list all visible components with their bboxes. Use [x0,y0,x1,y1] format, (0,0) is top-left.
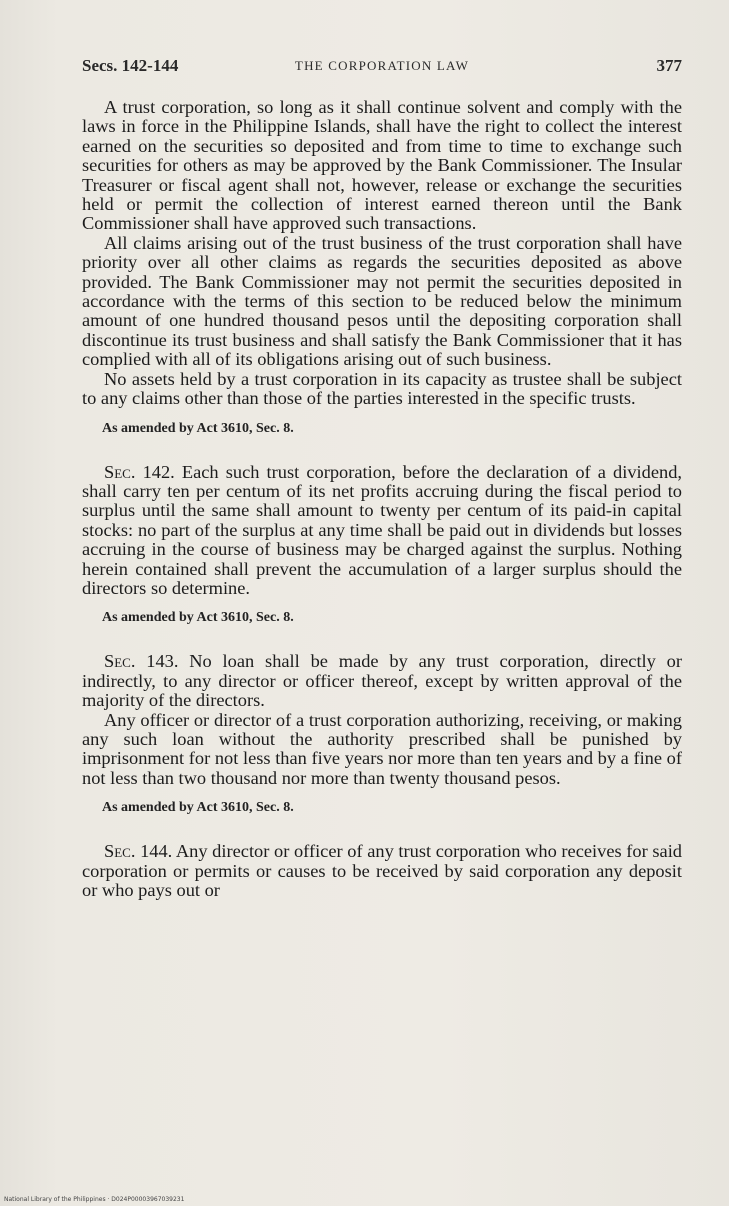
amendment-note-2: As amended by Act 3610, Sec. 8. [102,610,294,626]
section-143 [82,652,682,710]
paragraph-3: No assets held by a trust corporation in its capacity as trustee shall be subject to any claims other than those of the parties interested in the specific trusts. [82,368,682,409]
scan-footer: National Library of the Philippines · D024P00003967039231 [4,1196,185,1203]
page-header [82,56,682,80]
section-label: Sec. [104,651,136,672]
section-142-text: 142. Each such trust corporation, before the declaration of a dividend, shall carry ten per centum of its net profits accruing during the fiscal period to surplus until the same shall amount to twenty per centum of its paid-in capital stocks: no part of the surplus at any time shall be paid out in dividends but losses accruing in the course of business may be charged against the surplus. Nothing herein contained shall prevent the accumulation of a larger surplus should the directors so determine. [82,461,682,598]
amendment-note-1: As amended by Act 3610, Sec. 8. [102,420,294,436]
running-title: THE CORPORATION LAW [294,58,470,73]
section-label: Sec. [104,841,136,862]
paragraph-1: A trust corporation, so long as it shall continue solvent and comply with the laws in force in the Philippine Islands, shall have the right to collect the interest earned on the securities so deposited and from time to time to exchange such securities for others as may be approved by the Bank Commissioner. The Insular Treasurer or fiscal agent shall not, however, release or exchange the securities held or permit the collection of interest earned thereon until the Bank Commissioner shall have approved such transactions. [82,97,682,234]
section-range: Secs. 142-144 [82,56,179,75]
section-143-paragraph-2: Any officer or director of a trust corporation authorizing, receiving, or making any such loan without the authority prescribed shall be punished by imprisonment for not less than five years nor more than ten years and by a fine of not less than two thousand nor more than twenty thousand pesos. [82,709,682,788]
amendment-note-3: As amended by Act 3610, Sec. 8. [102,800,294,816]
section-144-text: 144. Any director or officer of any trust corporation who receives for said corporation or permits or causes to be received by said corporation any deposit or who pays out or [82,841,682,900]
section-143-text: 143. No loan shall be made by any trust corporation, directly or indirectly, to any director or officer thereof, except by written approval of the majority of the directors. [82,651,682,711]
page-number: 377 [656,56,682,75]
section-label: Sec. [104,461,136,482]
paragraph-2: All claims arising out of the trust business of the trust corporation shall have priority over all other claims as regards the securities deposited as above provided. The Bank Commissioner may not permit the securities deposited in accordance with the terms of this section to be reduced below the minimum amount of one hundred thousand pesos until the depositing corporation shall discontinue its trust business and shall satisfy the Bank Commissioner that it has complied with all of its obligations arising out of such business. [82,232,682,370]
page-body [82,98,682,900]
section-144 [82,842,682,900]
section-142 [82,463,682,599]
